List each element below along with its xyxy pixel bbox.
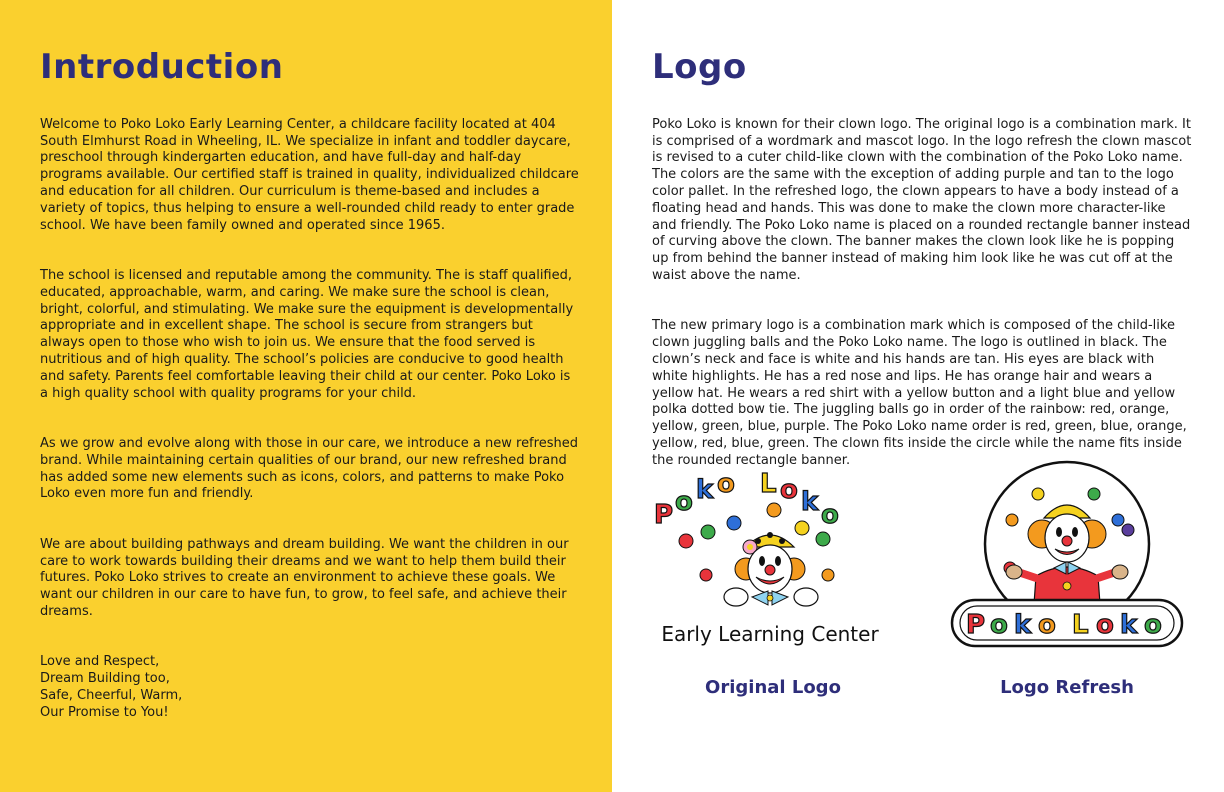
intro-paragraph: As we grow and evolve along with those in our care, we introduce a new refreshed brand. While maintaining certain qualities of our brand, our new refreshed brand has added some new elements such as icons, colors, and patterns to make Poko Loko even more fun and friendly. [40,435,578,502]
logo-paragraph: The new primary logo is a combination mark which is composed of the child-like clown juggling balls and the Poko Loko name. The logo is outlined in black. The clown’s neck and face is white and his hands are tan. His eyes are black with white highlights. He has a red nose and lips. He has orange hair and wears a yellow hat. He wears a red shirt with a yellow button and a light blue and yellow polka dotted bow tie. The juggling balls go in order of the rainbow: red, orange, yellow, green, blue, purple. The Poko Loko name order is red, green, blue, orange, yellow, red, blue, green. The clown fits inside the circle while the name fits inside the rounded rectangle banner. [652,318,1187,468]
introduction-body [40,100,580,755]
logo-body [652,100,1192,503]
wordmark-letter: k [1120,610,1138,640]
wordmark-letter: o [821,500,839,530]
intro-paragraph: Welcome to Poko Loko Early Learning Center, a childcare facility located at 404 South Elmhurst Road in Wheeling, IL. We specialize in infant and toddler daycare, preschool through kindergarten education, and have full-day and half-day programs available. Our certified staff is trained in quality, individualized childcare and education for all children. Our curriculum is theme-based and includes a variety of topics, thus helping to ensure a well-rounded child ready to enter grade school. We have been family owned and operated since 1965. [40,116,579,233]
wordmark-letter: o [1144,610,1162,640]
wordmark-letter: o [780,475,798,505]
logo-panel [612,0,1224,792]
refresh-logo-image [948,458,1188,654]
original-logo-tagline: Early Learning Center [661,622,879,646]
wordmark-letter: k [1014,610,1032,640]
wordmark-letter: L [760,469,777,499]
logo-heading: Logo [652,47,747,87]
wordmark-letter: k [801,487,819,517]
wordmark-letter: o [1096,610,1114,640]
intro-paragraph: The school is licensed and reputable among the community. The is staff qualified, educated, approachable, warm, and caring. We make sure the school is clean, bright, colorful, and stimulating. We make sure the equipment is developmentally appropriate and in excellent shape. The school is secure from strangers but always open to those who wish to join us. We ensure that the food served is nutritious and of high quality. The school’s policies are conducive to good health and safety. Parents feel comfortable leaving their child at our center. Poko Loko is a high quality school with quality programs for your child. [40,267,574,401]
wordmark-letter: o [717,469,735,499]
wordmark-letter: o [1038,610,1056,640]
original-logo-caption: Original Logo [705,677,841,698]
wordmark-letter: o [990,610,1008,640]
intro-paragraph: We are about building pathways and dream building. We want the children in our care to work towards building their dreams and we want to help them build their futures. Poko Loko strives to create an environment to achieve these goals. We want our children in our care to have fun, to grow, to feel safe, and achieve their dreams. [40,536,569,619]
introduction-heading: Introduction [40,47,284,87]
wordmark-letter: k [696,475,714,505]
wordmark-letter: P [654,500,674,530]
logo-paragraph: Poko Loko is known for their clown logo. The original logo is a combination mark. It is comprised of a wordmark and mascot logo. In the logo refresh the clown mascot is revised to a cuter child-like clown with the combination of the Poko Loko name. The colors are the same with the exception of adding purple and tan to the logo color pallet. In the refreshed logo, the clown appears to have a body instead of a floating head and hands. This was done to make the clown more character-like and friendly. The Poko Loko name is placed on a rounded rectangle banner instead of curving above the clown. The banner makes the clown look like he is popping up from behind the banner instead of making him look like he was cut off at the waist above the name. [652,116,1192,283]
refresh-logo-caption: Logo Refresh [1000,677,1134,698]
original-logo-image [648,465,900,655]
wordmark-letter: o [675,487,693,517]
wordmark-letter: L [1072,610,1089,640]
wordmark-letter: P [966,610,986,640]
intro-poem: Love and Respect, Dream Building too, Safe, Cheerful, Warm, Our Promise to You! [40,654,183,720]
